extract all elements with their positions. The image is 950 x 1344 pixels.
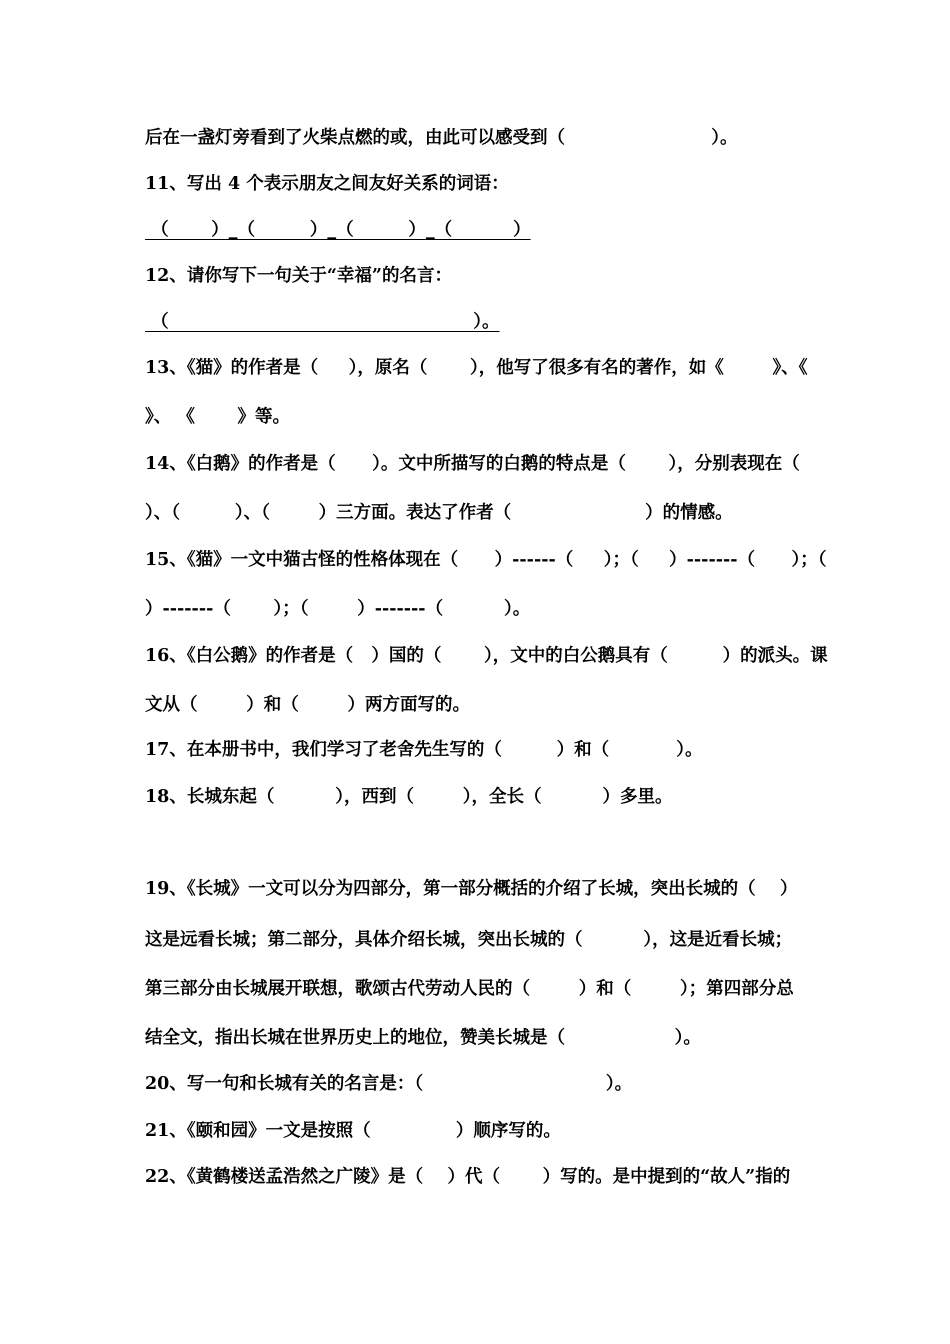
- question-14-cont: ）、（ ）、（ ）三方面。表达了作者（ ）的情感。: [145, 503, 733, 523]
- question-13: 13、《猫》的作者是（ ），原名（ ），他写了很多有名的著作，如《 》、《: [145, 358, 808, 378]
- question-14: 14、《白鹅》的作者是（ ）。文中所描写的白鹅的特点是（ ），分别表现在（: [145, 454, 800, 474]
- question-19-cont-2: 第三部分由长城展开联想，歌颂古代劳动人民的（ ）和（ ）；第四部分总: [145, 979, 794, 999]
- question-12-blank: （ ）。: [145, 312, 500, 332]
- question-22: 22、《黄鹤楼送孟浩然之广陵》是（ ）代（ ）写的。是中提到的“故人”指的: [145, 1167, 791, 1187]
- question-21: 21、《颐和园》一文是按照（ ）顺序写的。: [145, 1121, 561, 1141]
- question-11: 11、写出 4 个表示朋友之间友好关系的词语：: [145, 174, 509, 194]
- question-15: 15、《猫》一文中猫古怪的性格体现在（ ）------（ ）；（ ）-------（ ）；（: [145, 550, 827, 570]
- question-13-cont: 》、 《 》等。: [145, 407, 290, 427]
- question-16: 16、《白公鹅》的作者是（ ）国的（ ），文中的白公鹅具有（ ）的派头。课: [145, 646, 828, 666]
- question-16-cont: 文从（ ）和（ ）两方面写的。: [145, 695, 470, 715]
- text-line-1: 后在一盏灯旁看到了火柴点燃的或，由此可以感受到（ ）。: [145, 128, 738, 148]
- question-17: 17、在本册书中，我们学习了老舍先生写的（ ）和（ ）。: [145, 740, 703, 760]
- question-19-cont-1: 这是远看长城；第二部分，具体介绍长城，突出长城的（ ），这是近看长城；: [145, 930, 793, 950]
- question-20: 20、写一句和长城有关的名言是：（ ）。: [145, 1074, 633, 1094]
- question-19-cont-3: 结全文，指出长城在世界历史上的地位，赞美长城是（ ）。: [145, 1028, 701, 1048]
- question-18: 18、长城东起（ ），西到（ ），全长（ ）多里。: [145, 787, 673, 807]
- question-12: 12、请你写下一句关于“幸福”的名言：: [145, 266, 452, 286]
- question-19: 19、《长城》一文可以分为四部分，第一部分概括的介绍了长城，突出长城的（ ）: [145, 879, 798, 899]
- question-15-cont: ）-------（ ）；（ ）-------（ ）。: [145, 599, 531, 619]
- question-11-blanks: （ ）_（ ）_（ ）_（ ）: [145, 220, 531, 240]
